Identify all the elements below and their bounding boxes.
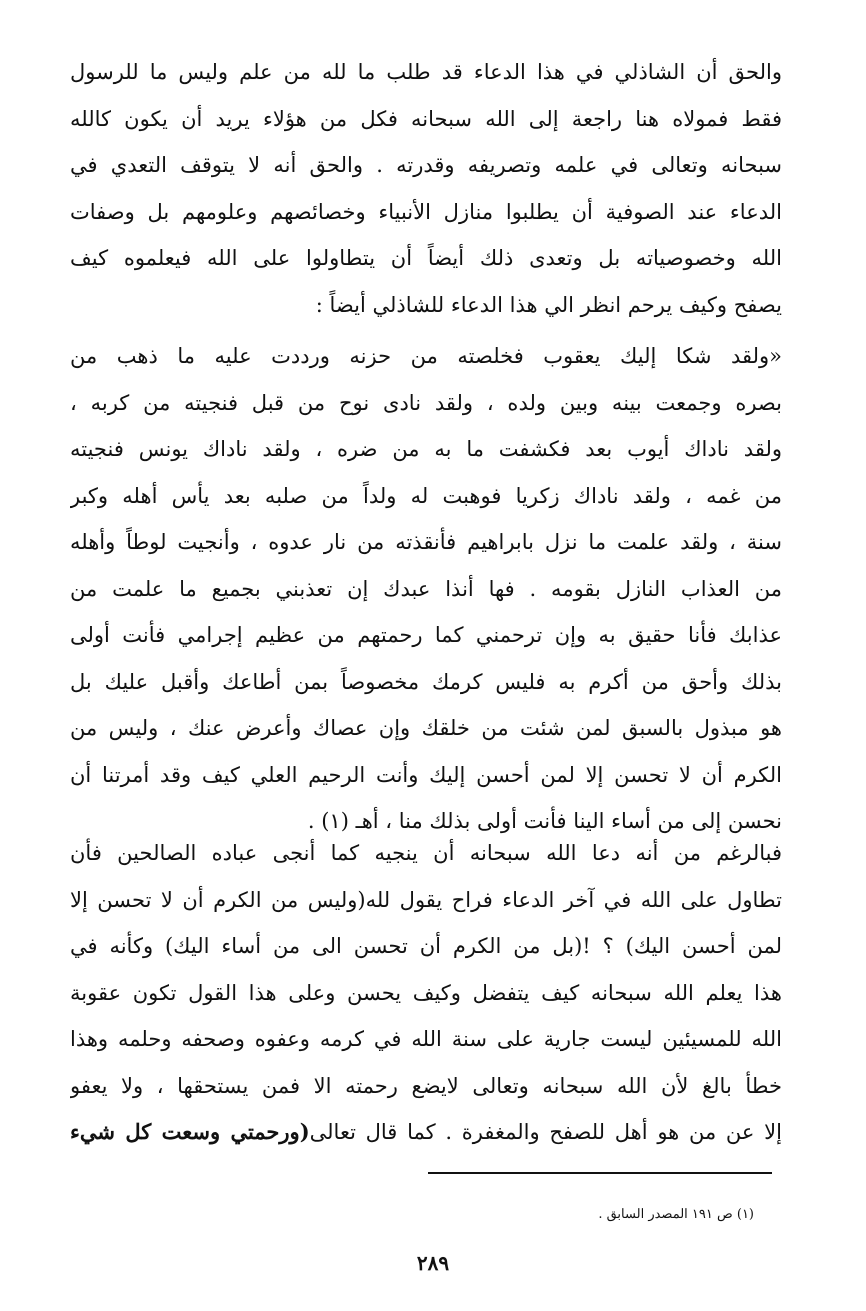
paragraph-3 xyxy=(70,830,782,1156)
page-number: ٢٨٩ xyxy=(416,1251,450,1275)
footnote-divider xyxy=(428,1172,772,1174)
text-line: الله وخصوصياته بل وتعدى ذلك أيضاً أن يتطاولوا على الله فيعلموه كيف xyxy=(70,246,782,270)
footnote: (١) ص ١٩١ المصدر السابق . xyxy=(598,1207,754,1222)
text-line: من العذاب النازل بقومه . فها أنذا عبدك إن تعذبني بجميع ما علمت من xyxy=(70,576,782,601)
text-line: من غمه ، ولقد ناداك زكريا فوهبت له ولداً من صلبه بعد يأس أهله وكبر xyxy=(70,483,782,508)
text-line: الكرم أن لا تحسن إلا لمن أحسن إليك وأنت الرحيم العلي كيف وقد أمرتنا أن xyxy=(70,762,782,787)
text-line: يصفح وكيف يرحم انظر الي هذا الدعاء للشاذلي أيضاً : xyxy=(315,292,782,317)
text-line: بصره وجمعت بينه وبين ولده ، ولقد نادى نوح من قبل فنجيته من كربه ، xyxy=(70,390,782,415)
text-line-plain: إلا عن من هو أهل للصفح والمغفرة . كما قال تعالى xyxy=(309,1120,782,1144)
text-line: سبحانه وتعالى في علمه وتصريفه وقدرته . والحق أنه لا يتوقف التعدي في xyxy=(70,153,782,177)
text-line: هذا يعلم الله سبحانه كيف يتفضل وكيف يحسن وعلى هذا القول تكون عقوبة xyxy=(70,980,782,1005)
text-line: والحق أن الشاذلي في هذا الدعاء قد طلب ما لله من علم وليس ما للرسول xyxy=(70,60,782,84)
paragraph-2-quote xyxy=(70,333,782,845)
text-line: ولقد ناداك أيوب بعد فكشفت ما به من ضره ، ولقد ناداك يونس فنجيته xyxy=(70,437,782,461)
text-line: الدعاء عند الصوفية أن يطلبوا منازل الأنبياء وخصائصهم وعلومهم بل وصفات xyxy=(70,199,782,224)
text-line: خطأ بالغ لأن الله سبحانه وتعالى لايضع رحمته الا فمن يستحقها ، ولا يعفو xyxy=(70,1073,782,1098)
paragraph-1 xyxy=(70,49,782,328)
text-line-last xyxy=(70,1109,782,1156)
text-line: «ولقد شكا إليك يعقوب فخلصته من حزنه ورددت عليه ما ذهب من xyxy=(70,344,782,368)
quran-verse-emphasis: (ورحمتي وسعت كل شيء xyxy=(70,1119,310,1144)
text-line: نحسن إلى من أساء الينا فأنت أولى بذلك منا ، أهـ (١) . xyxy=(307,809,782,833)
text-line: هو مبذول بالسبق لمن شئت من خلقك وإن عصاك وأعرض عنك ، وليس من xyxy=(70,716,782,740)
text-line: فقط فمولاه هنا راجعة إلى الله سبحانه فكل من هؤلاء يريد أن يكون كالله xyxy=(70,106,782,131)
text-line: فبالرغم من أنه دعا الله سبحانه أن ينجيه كما أنجى عباده الصالحين فأن xyxy=(70,841,782,865)
text-line: بذلك وأحق من أكرم به فليس كرمك مخصوصاً بمن أطاعك وأقبل عليك بل xyxy=(70,669,782,694)
text-line: الله للمسيئين ليست جارية على سنة الله في كرمه وعفوه وصحفه وحلمه وهذا xyxy=(70,1027,782,1051)
text-line: تطاول على الله في آخر الدعاء فراح يقول لله(وليس من الكرم أن لا تحسن إلا xyxy=(70,887,782,912)
text-line: سنة ، ولقد علمت ما نزل بابراهيم فأنقذته من نار عدوه ، وأنجيت لوطاً وأهله xyxy=(70,530,782,554)
text-line: عذابك فأنا حقيق به وإن ترحمني كما رحمتهم من عظيم إجرامي فأنت أولى xyxy=(70,623,782,647)
text-line: لمن أحسن اليك) ؟ !(بل من الكرم أن تحسن الى من أساء اليك) وكأنه في xyxy=(70,934,782,958)
